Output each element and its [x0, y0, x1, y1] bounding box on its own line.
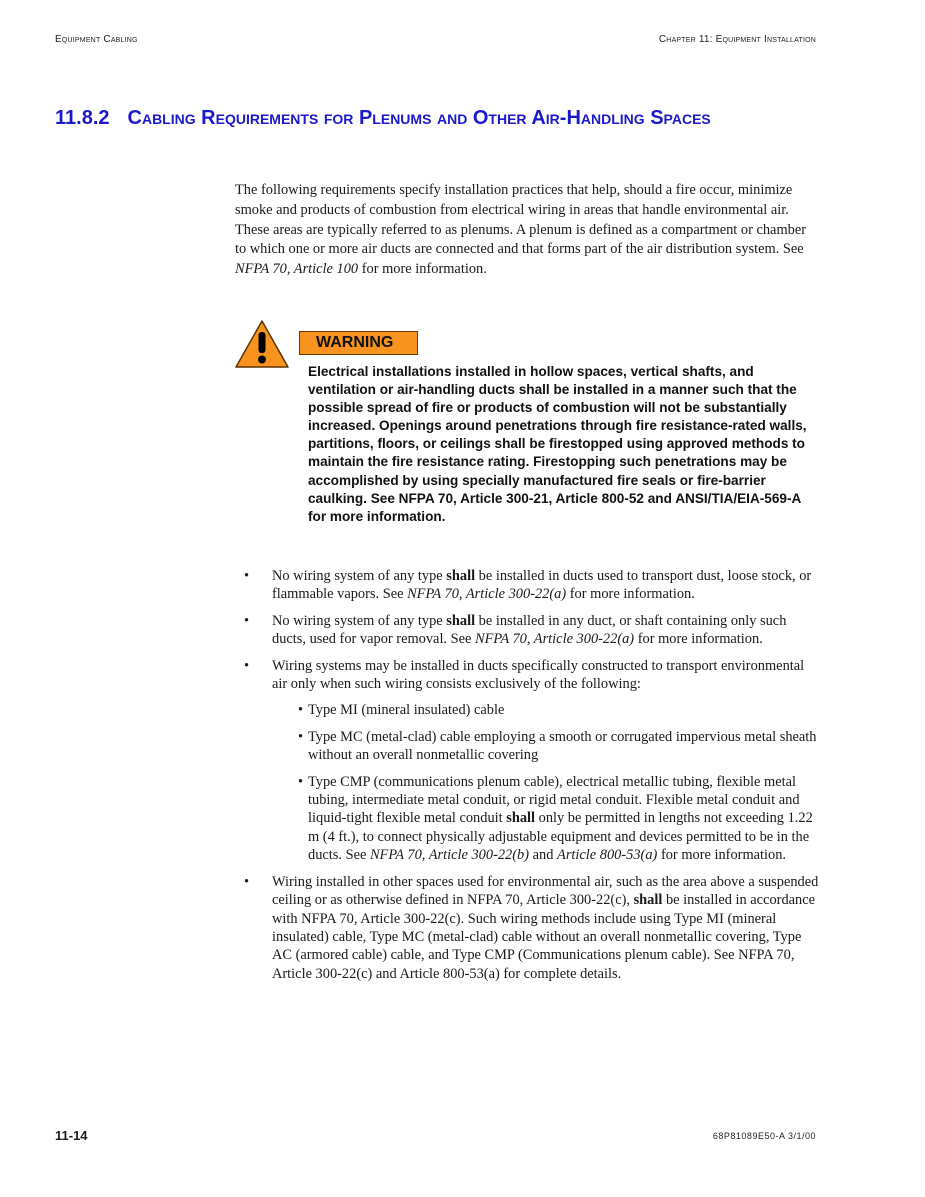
list-item [230, 612, 820, 649]
intro-paragraph [235, 181, 820, 280]
sub-item-text: Type MC (metal-clad) cable employing a smooth or corrugated impervious metal sheath without an overall nonmetallic covering [308, 728, 817, 764]
document-id: 68P81089E50-A 3/1/00 [712, 1131, 816, 1141]
item-text: Wiring systems may be installed in ducts specifically constructed to transport environmental air only when such wiring consists exclusively of the following: [272, 657, 805, 693]
item-emphasis: shall [506, 810, 536, 827]
item-text: be installed in accordance with NFPA 70, Article 300-22(c). Such wiring methods include using Type MI (mineral insulated) cable, Type MC (metal-clad) cable without an overall nonmetallic covering, Type AC (armored cable) cable, and Type CMP (Communications plenum cable). See NFPA 70, Article 300-22(c) and Article 800-53(a) for complete details. [272, 892, 816, 982]
item-text: be installed in any duct, or shaft containing only such ducts, used for vapor removal. See [272, 612, 787, 648]
sub-list-item [272, 728, 820, 765]
page-number: 11-14 [55, 1128, 88, 1143]
item-reference: Article 800-53(a) [557, 847, 658, 864]
section-title: Cabling Requirements for Plenums and Other Air-Handling Spaces [127, 107, 711, 129]
warning-text: Electrical installations installed in hollow spaces, vertical shafts, and ventilation or air-handling ducts shall be installed in a manner such that the possible spread of fire or products of combustion will not be substantially increased. Openings around penetrations through fire resistance-rated walls, partitions, floors, or ceilings shall be firestopped using approved methods to maintain the fire resistance rating. Firestopping such penetrations may be accomplished by using specially manufactured fire seals or fire-barrier caulking. See NFPA 70, Article 300-21, Article 800-52 and ANSI/TIA/EIA-569-A for more information. [308, 364, 807, 524]
item-text: No wiring system of any type [272, 612, 447, 629]
item-emphasis: shall [446, 568, 476, 584]
requirements-list [230, 567, 820, 991]
section-number: 11.8.2 [55, 107, 110, 129]
item-text: Wiring installed in other spaces used for environmental air, such as the area above a suspended ceiling or as otherwise defined in NFPA 70, Article 300-22(c), [272, 873, 819, 909]
item-reference: NFPA 70, Article 300-22(b) [369, 847, 530, 864]
item-text: be installed in ducts used to transport dust, loose stock, or flammable vapors. See [272, 568, 812, 603]
intro-tail: for more information. [358, 261, 487, 278]
list-item [230, 567, 820, 604]
sub-item-text: Type MI (mineral insulated) cable [308, 702, 505, 719]
list-item [230, 657, 820, 865]
list-item [230, 873, 820, 983]
warning-triangle-icon [235, 320, 289, 368]
warning-label: WARNING [299, 331, 418, 355]
item-emphasis: shall [633, 892, 663, 909]
running-header-right: Chapter 11: Equipment Installation [658, 34, 816, 45]
item-text: for more information. [634, 631, 763, 648]
sub-item-text: Type CMP (communications plenum cable), electrical metallic tubing, flexible metal tubing, intermediate metal conduit, or rigid metal conduit. Flexible metal conduit and liquid-tight flexible metal conduit [308, 773, 800, 827]
sub-item-text: and [529, 847, 558, 864]
running-header-left: Equipment Cabling [55, 34, 138, 45]
sub-list-item [272, 701, 820, 719]
item-reference: NFPA 70, Article 300-22(a) [475, 631, 635, 648]
sub-item-text: only be permitted in lengths not exceeding 1.22 m (4 ft.), to connect physically adjustable equipment and devices permitted to be in the ducts. See [308, 810, 813, 864]
sub-list [272, 701, 820, 864]
sub-list-item [272, 773, 820, 865]
section-heading [55, 104, 815, 133]
item-emphasis: shall [446, 612, 476, 629]
intro-text: The following requirements specify installation practices that help, should a fire occur, minimize smoke and products of combustion from electrical wiring in areas that handle environmental air. These areas are typically referred to as plenums. A plenum is defined as a compartment or chamber to which one or more air ducts are connected and that forms part of the air distribution system. See [235, 182, 807, 258]
item-text: No wiring system of any type [272, 568, 447, 584]
item-text: for more information. [566, 586, 695, 603]
intro-reference: NFPA 70, Article 100 [235, 261, 359, 278]
item-reference: NFPA 70, Article 300-22(a) [407, 586, 567, 603]
sub-item-text: for more information. [657, 847, 787, 864]
